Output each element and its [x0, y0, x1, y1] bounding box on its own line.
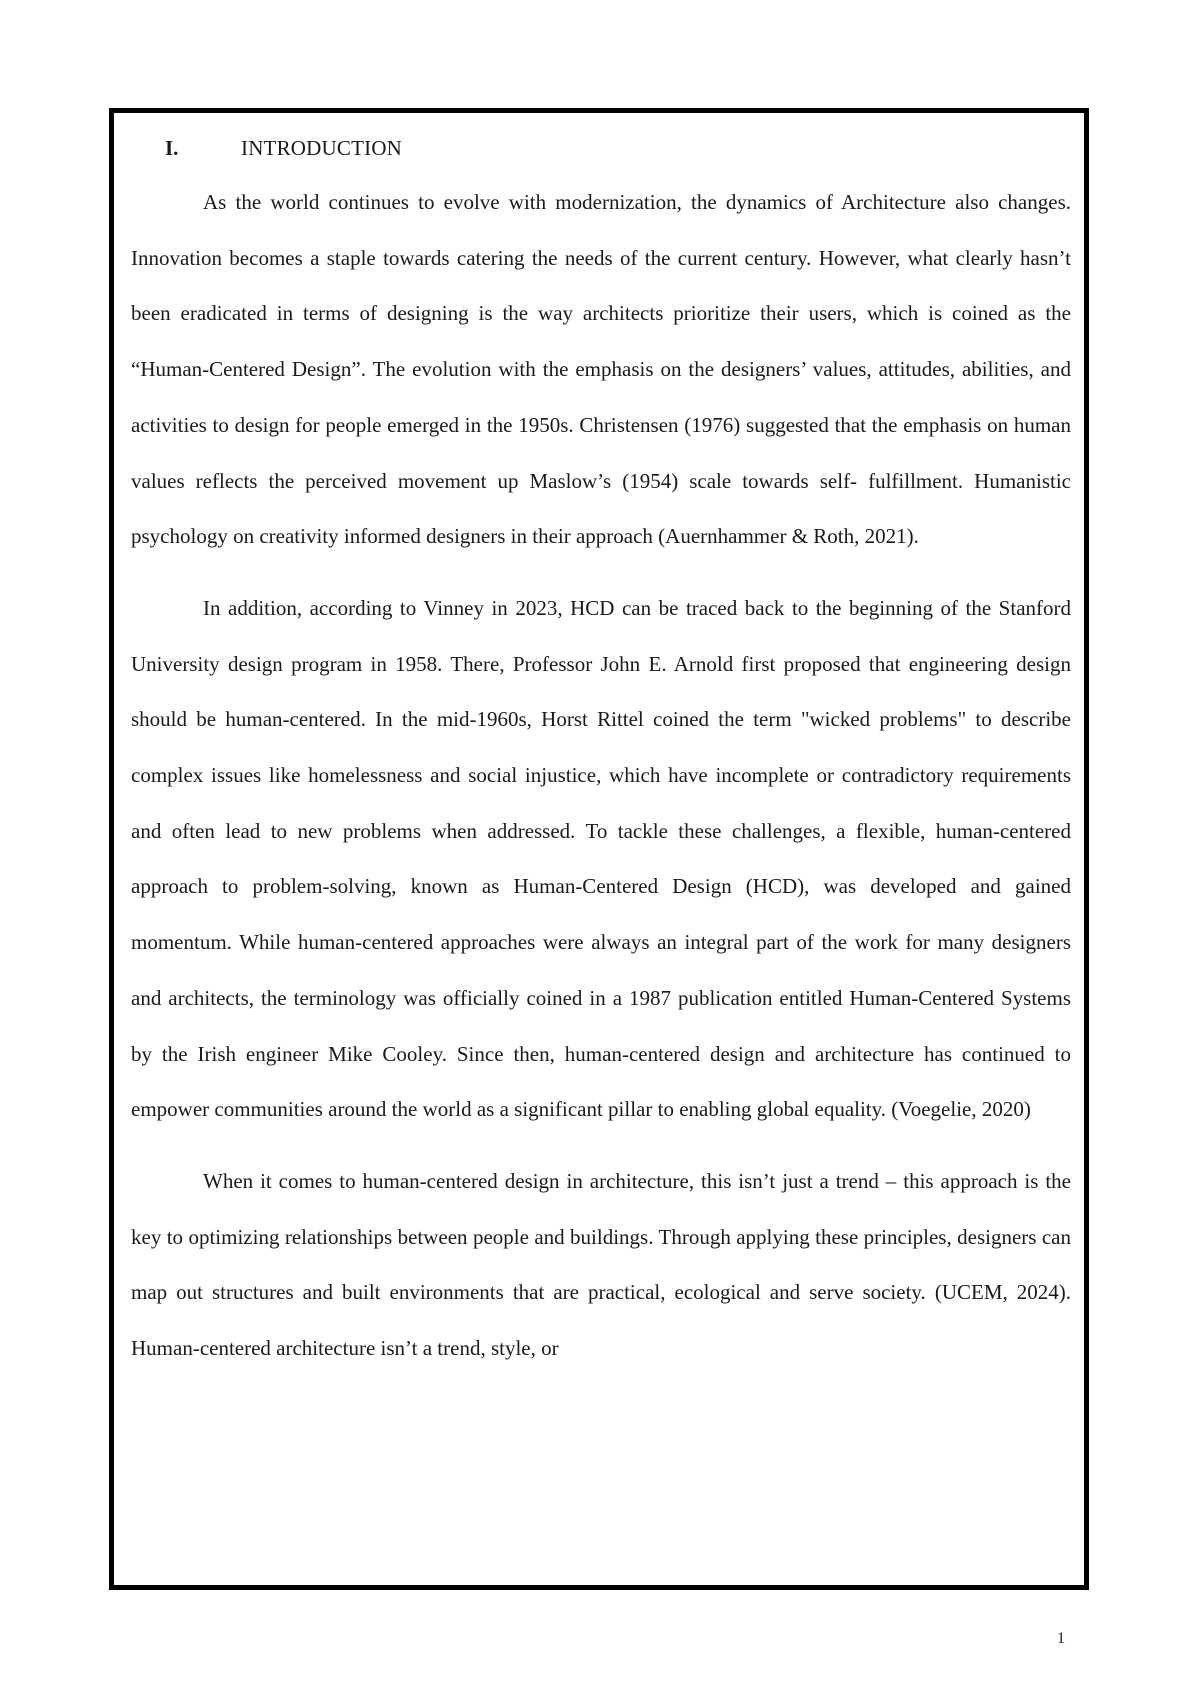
page-number: 1 — [1057, 1630, 1065, 1647]
paragraph-1: As the world continues to evolve with modernization, the dynamics of Architecture also changes. Innovation becomes a staple towards catering the needs of the current century. However, what clearly hasn’t been eradicated in terms of designing is the way architects prioritize their users, which is coined as the “Human-Centered Design”. The evolution with the emphasis on the designers’ values, attitudes, abilities, and activities to design for people emerged in the 1950s. Christensen (1976) suggested that the emphasis on human values reflects the perceived movement up Maslow’s (1954) scale towards self- fulfillment. Humanistic psychology on creativity informed designers in their approach (Auernhammer & Roth, 2021). — [131, 190, 1071, 549]
section-number: I. — [165, 136, 179, 160]
section-title: INTRODUCTION — [241, 136, 403, 160]
paragraph-2: In addition, according to Vinney in 2023, HCD can be traced back to the beginning of the Stanford University design program in 1958. There, Professor John E. Arnold first proposed that engineering design should be human-centered. In the mid-1960s, Horst Rittel coined the term "wicked problems" to describe complex issues like homelessness and social injustice, which have incomplete or contradictory requirements and often lead to new problems when addressed. To tackle these challenges, a flexible, human-centered approach to problem-solving, known as Human-Centered Design (HCD), was developed and gained momentum. While human-centered approaches were always an integral part of the work for many designers and architects, the terminology was officially coined in a 1987 publication entitled Human-Centered Systems by the Irish engineer Mike Cooley. Since then, human-centered design and architecture has continued to empower communities around the world as a significant pillar to enabling global equality. (Voegelie, 2020) — [131, 595, 1071, 1122]
body-text — [131, 175, 1071, 1377]
paragraph-3: When it comes to human-centered design in architecture, this isn’t just a trend – this approach is the key to optimizing relationships between people and buildings. Through applying these principles, designers can map out structures and built environments that are practical, ecological and serve society. (UCEM, 2024). Human-centered architecture isn’t a trend, style, or — [131, 1168, 1071, 1361]
section-heading — [165, 133, 402, 163]
